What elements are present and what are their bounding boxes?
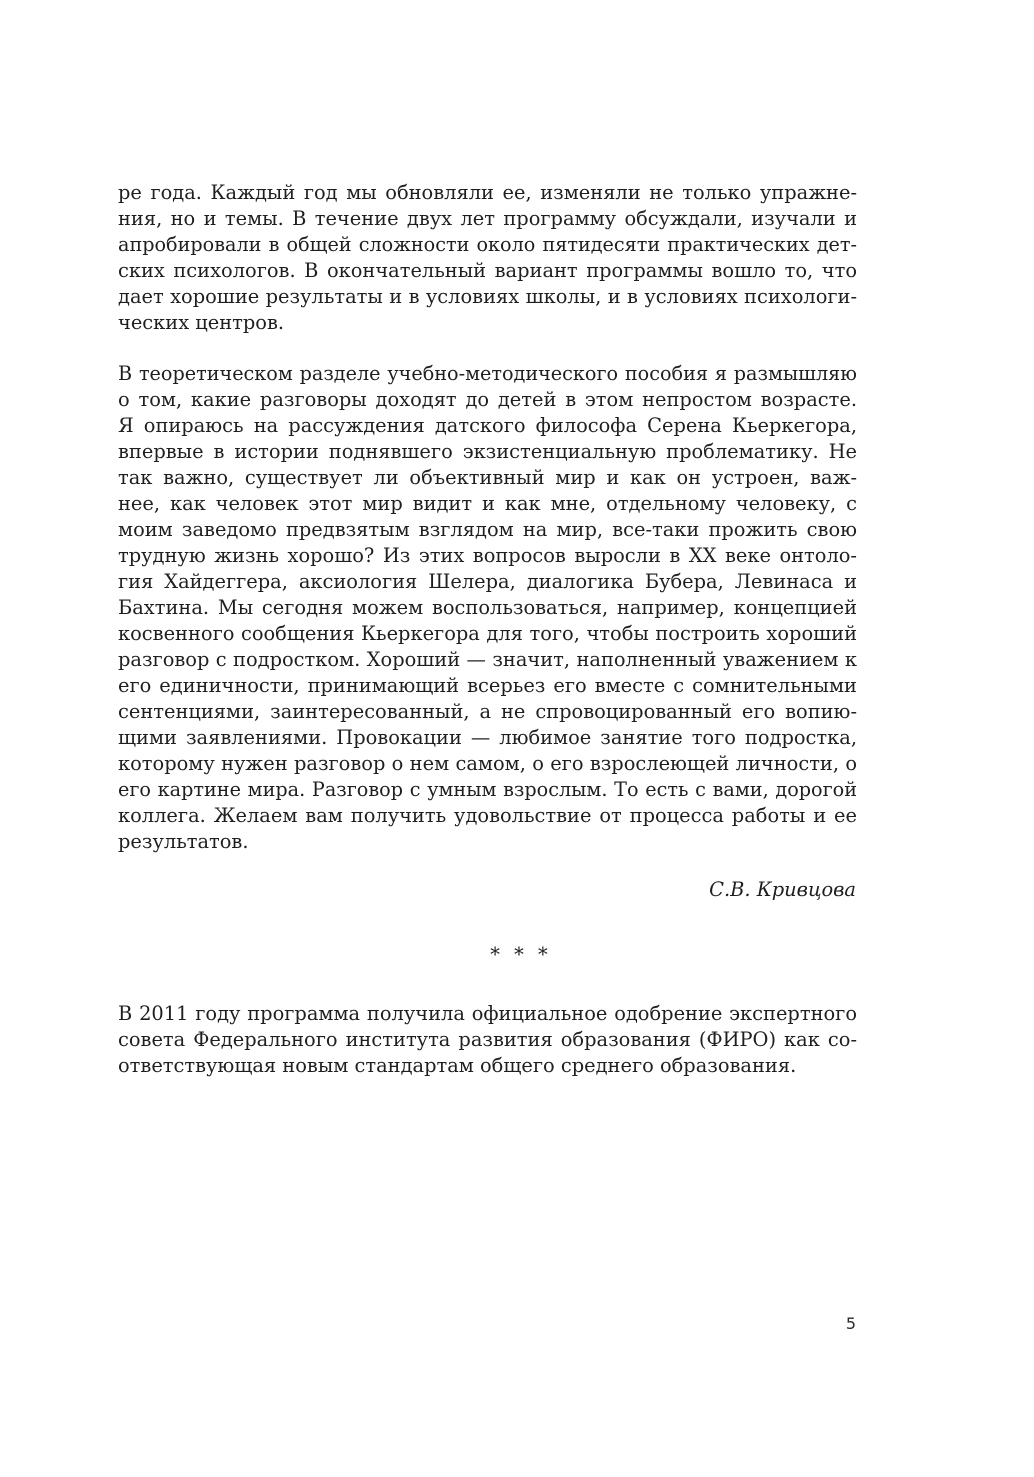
- text-line: которому нужен разговор о нем самом, о его взрослеющей личности, о: [118, 752, 857, 775]
- text-line: нее, как человек этот мир видит и как мне, отдельному человеку, с: [118, 492, 857, 515]
- text-line: сентенциями, заинтересованный, а не спровоцированный его вопию-: [118, 700, 857, 723]
- text-line: апробировали в общей сложности около пятидесяти практических дет-: [118, 233, 857, 256]
- text-line: ческих центров.: [118, 311, 285, 334]
- text-line: ния, но и темы. В течение двух лет программу обсуждали, изучали и: [118, 207, 857, 230]
- paragraph-program-history: [118, 180, 857, 336]
- section-separator: * * *: [490, 943, 552, 966]
- text-line: о том, какие разговоры доходят до детей в этом непростом возрасте.: [118, 388, 857, 411]
- page-number: 5: [845, 1314, 856, 1333]
- text-line: впервые в истории поднявшего экзистенциальную проблематику. Не: [118, 440, 857, 463]
- text-line: гия Хайдеггера, аксиология Шелера, диалогика Бубера, Левинаса и: [118, 570, 857, 593]
- text-line: результатов.: [118, 830, 249, 853]
- text-line: В теоретическом разделе учебно-методического пособия я размышляю: [118, 362, 857, 385]
- text-line: моим заведомо предвзятым взглядом на мир, все-таки прожить свою: [118, 518, 857, 541]
- text-line: его картине мира. Разговор с умным взрослым. То есть с вами, дорогой: [118, 778, 857, 801]
- paragraph-theory: [118, 361, 857, 855]
- author-signature: С.В. Кривцова: [709, 878, 856, 901]
- text-line: ских психологов. В окончательный вариант программы вошло то, что: [118, 259, 857, 282]
- text-line: дает хорошие результаты и в условиях школы, и в условиях психологи-: [118, 285, 857, 308]
- text-line: ре года. Каждый год мы обновляли ее, изменяли не только упражне-: [118, 181, 857, 204]
- paragraph-approval: [118, 1001, 857, 1079]
- text-line: щими заявлениями. Провокации — любимое занятие того подростка,: [118, 726, 857, 749]
- text-line: трудную жизнь хорошо? Из этих вопросов выросли в XX веке онтоло-: [118, 544, 857, 567]
- text-line: разговор с подростком. Хороший — значит, наполненный уважением к: [118, 648, 857, 671]
- text-line: В 2011 году программа получила официальное одобрение экспертного: [118, 1002, 857, 1025]
- text-line: так важно, существует ли объективный мир и как он устроен, важ-: [118, 466, 857, 489]
- text-line: коллега. Желаем вам получить удовольствие от процесса работы и ее: [118, 804, 857, 827]
- text-line: Бахтина. Мы сегодня можем воспользоваться, например, концепцией: [118, 596, 857, 619]
- text-line: ответствующая новым стандартам общего среднего образования.: [118, 1054, 797, 1077]
- text-line: совета Федерального института развития образования (ФИРО) как со-: [118, 1028, 857, 1051]
- text-line: Я опираюсь на рассуждения датского философа Серена Кьеркегора,: [118, 414, 857, 437]
- text-line: косвенного сообщения Кьеркегора для того, чтобы построить хороший: [118, 622, 857, 645]
- text-line: его единичности, принимающий всерьез его вместе с сомнительными: [118, 674, 857, 697]
